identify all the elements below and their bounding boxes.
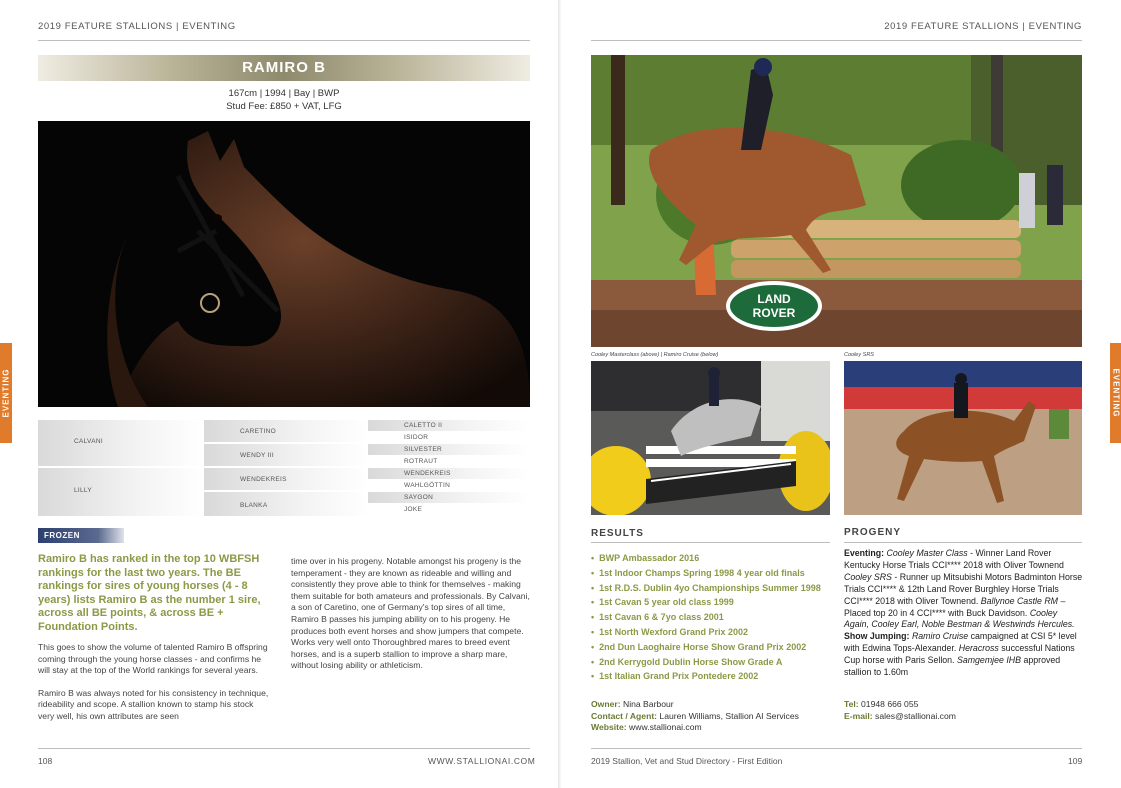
edition-footer: 2019 Stallion, Vet and Stud Directory - First Edition (591, 756, 783, 766)
pedigree-gg-6: WAHLGÖTTIN (404, 482, 451, 489)
header-rule-right (591, 40, 1082, 41)
show-jumping-photo (591, 361, 830, 515)
contact-left (591, 699, 799, 734)
show-jumping-label: Show Jumping: (844, 631, 910, 642)
sign-line-1: LAND (757, 292, 791, 306)
pedigree-table (38, 420, 530, 516)
result-item: • 1st Indoor Champs Spring 1998 4 year old finals (591, 566, 831, 581)
footer-rule-left (38, 748, 530, 749)
result-item: • BWP Ambassador 2016 (591, 551, 831, 566)
agent-label: Contact / Agent: (591, 710, 658, 721)
eventing-label: Eventing: (844, 548, 885, 558)
dressage-scene (844, 361, 1082, 515)
pedigree-dam-dam: BLANKA (240, 502, 268, 509)
result-item: • 2nd Kerrygold Dublin Horse Show Grade A (591, 655, 831, 670)
result-item: • 1st Italian Grand Prix Pontedere 2002 (591, 669, 831, 684)
website-label: Website: (591, 722, 627, 732)
running-head-right: 2019 FEATURE STALLIONS | EVENTING (884, 21, 1082, 32)
progeny-detail: campaigned at CSI 5* level with Edwina Tops-Alexander. (844, 631, 1077, 654)
pedigree-gg-box (368, 492, 530, 503)
progeny-detail: – Placed top 20 in 4 CCI**** with Buck Davidson. (844, 595, 1066, 618)
pedigree-gg-box (368, 432, 530, 442)
result-item: • 1st Cavan 5 year old class 1999 (591, 595, 831, 610)
cross-country-scene (591, 55, 1082, 347)
pedigree-dd-box (204, 492, 368, 516)
pedigree-gg-8: JOKE (404, 506, 423, 513)
dressage-photo (844, 361, 1082, 515)
stallion-portrait-photo (38, 121, 530, 407)
pedigree-sire-box (38, 420, 204, 466)
caption-right: Cooley SRS (844, 352, 874, 358)
progeny-detail: successful Nations Cup horse with Paris Sellon. (844, 643, 1075, 666)
horse-head-illustration (38, 121, 530, 407)
progeny-name: Ballynoe Castle RM (980, 595, 1059, 606)
header-rule-left (38, 40, 530, 41)
progeny-detail: - Runner up Mitsubishi Motors Badminton Horse Trials CCI**** & 12th Land Rover Burghley Horse Trials CCI**** 2018 with Oliver Townend. (844, 571, 1083, 606)
pedigree-gg-5: WENDEKREIS (404, 470, 451, 477)
progeny-name: Cooley Master Class (886, 548, 968, 558)
agent-value: Lauren Williams, Stallion AI Services (657, 710, 799, 721)
pedigree-dam-box (38, 468, 204, 516)
page-number-right: 109 (1068, 756, 1083, 766)
pedigree-gg-box (368, 456, 530, 466)
progeny-name: Cooley Again, Cooley Earl, Noble Bestman & Westwinds Hercules. (844, 607, 1075, 630)
lead-paragraph: Ramiro B has ranked in the top 10 WBFSH rankings for the last two years. The BE rankings for sires of young horses (4 - 8 years) lists Ramiro B as the number 1 sire, across all BE points, & across BE + Foundation Points. (38, 553, 261, 633)
show-jumping-scene (591, 361, 830, 515)
pedigree-ss-box (204, 420, 368, 442)
body-column-1 (38, 642, 270, 723)
stud-fee: Stud Fee: £850 + VAT, LFG (226, 101, 342, 112)
result-item: • 1st R.D.S. Dublin 4yo Championships Summer 1998 (591, 581, 831, 596)
email-label: E-mail: (844, 710, 873, 721)
pedigree-sire-sire: CARETINO (240, 428, 276, 435)
progeny-text (844, 548, 1084, 679)
pedigree-gg-box (368, 504, 530, 516)
website-footer: WWW.STALLIONAI.COM (428, 756, 536, 766)
owner-value: Nina Barbour (620, 699, 674, 709)
caption-left: Cooley Masterclass (above) | Ramiro Cruise (below) (591, 352, 719, 358)
results-title: RESULTS (591, 528, 644, 539)
frozen-label: FROZEN (38, 528, 124, 543)
progeny-name: Cooley SRS (844, 571, 892, 582)
result-item: • 1st North Wexford Grand Prix 2002 (591, 625, 831, 640)
left-page (0, 0, 560, 788)
eventing-side-tab-right (1110, 343, 1121, 443)
result-item: • 1st Cavan 6 & 7yo class 2001 (591, 610, 831, 625)
email-link[interactable]: sales@stallionai.com (872, 710, 956, 721)
cross-country-photo (591, 55, 1082, 347)
pedigree-gg-2: ISIDOR (404, 434, 429, 441)
page-number-left: 108 (38, 756, 53, 766)
pedigree-sire: CALVANI (74, 438, 103, 445)
website-link[interactable]: www.stallionai.com (626, 722, 702, 732)
sign-line-2: ROVER (752, 306, 796, 320)
side-tab-label: EVENTING (1, 368, 11, 418)
side-tab-label: EVENTING (1111, 368, 1121, 418)
pedigree-gg-3: SILVESTER (404, 446, 442, 453)
progeny-name: Heracross (958, 643, 999, 654)
pedigree-gg-4: ROTRAUT (404, 458, 438, 465)
progeny-name: Samgemjee IHB (956, 655, 1022, 666)
pedigree-sd-box (204, 444, 368, 466)
body-paragraph-3: time over in his progeny. Notable amongst his progeny is the temperament - they are known as rideable and willing and consistently they prove able to think for themselves - making them suitable for both amateurs and professionals. By Calvani, a son of Caretino, one of Germany's top sires of all time, Ramiro B passes his jumping ability on to his progeny. He produces both event horses and show jumpers that compete. Works very well onto Thoroughbred mares to breed event horses, and is a superb stallion to improve a sharp mare, without losing ability or athleticism. (291, 556, 530, 671)
body-column-2 (291, 556, 531, 672)
pedigree-gg-box (368, 444, 530, 455)
pedigree-dam: LILLY (74, 487, 93, 494)
owner-label: Owner: (591, 699, 621, 709)
body-paragraph-1: This goes to show the volume of talented Ramiro B offspring coming through the young horse classes - and confirms he will stay at the top of the World rankings for several years. (38, 642, 268, 676)
body-paragraph-2: Ramiro B was always noted for his consistency in technique, rideability and scope. A stallion known to stamp his stock very well, his own attributes are seen (38, 687, 269, 721)
results-list (591, 551, 831, 684)
pedigree-gg-box (368, 420, 530, 431)
contact-right (844, 699, 956, 722)
progeny-rule (844, 542, 1082, 543)
progeny-title: PROGENY (844, 527, 902, 538)
tel-label: Tel: (844, 699, 859, 709)
progeny-name: Ramiro Cruise (911, 631, 969, 642)
pedigree-sire-dam: WENDY III (240, 452, 275, 459)
running-head-left: 2019 FEATURE STALLIONS | EVENTING (38, 21, 236, 32)
stallion-specs: 167cm | 1994 | Bay | BWP (228, 88, 340, 99)
stallion-name: RAMIRO B (38, 55, 530, 81)
pedigree-gg-1: CALETTO II (404, 422, 443, 429)
eventing-side-tab-left (0, 343, 12, 443)
tel-value[interactable]: 01948 666 055 (858, 699, 919, 709)
progeny-detail: approved stallion to 1.60m (844, 655, 1061, 678)
progeny-detail: - Winner Land Rover Kentucky Horse Trials CCI**** 2018 with Oliver Townend (844, 548, 1064, 570)
pedigree-gg-7: SAYGON (404, 494, 434, 501)
pedigree-dam-sire: WENDEKREIS (240, 476, 287, 483)
results-rule (591, 542, 830, 543)
result-item: • 2nd Dun Laoghaire Horse Show Grand Prix 2002 (591, 640, 831, 655)
footer-rule-right (591, 748, 1082, 749)
